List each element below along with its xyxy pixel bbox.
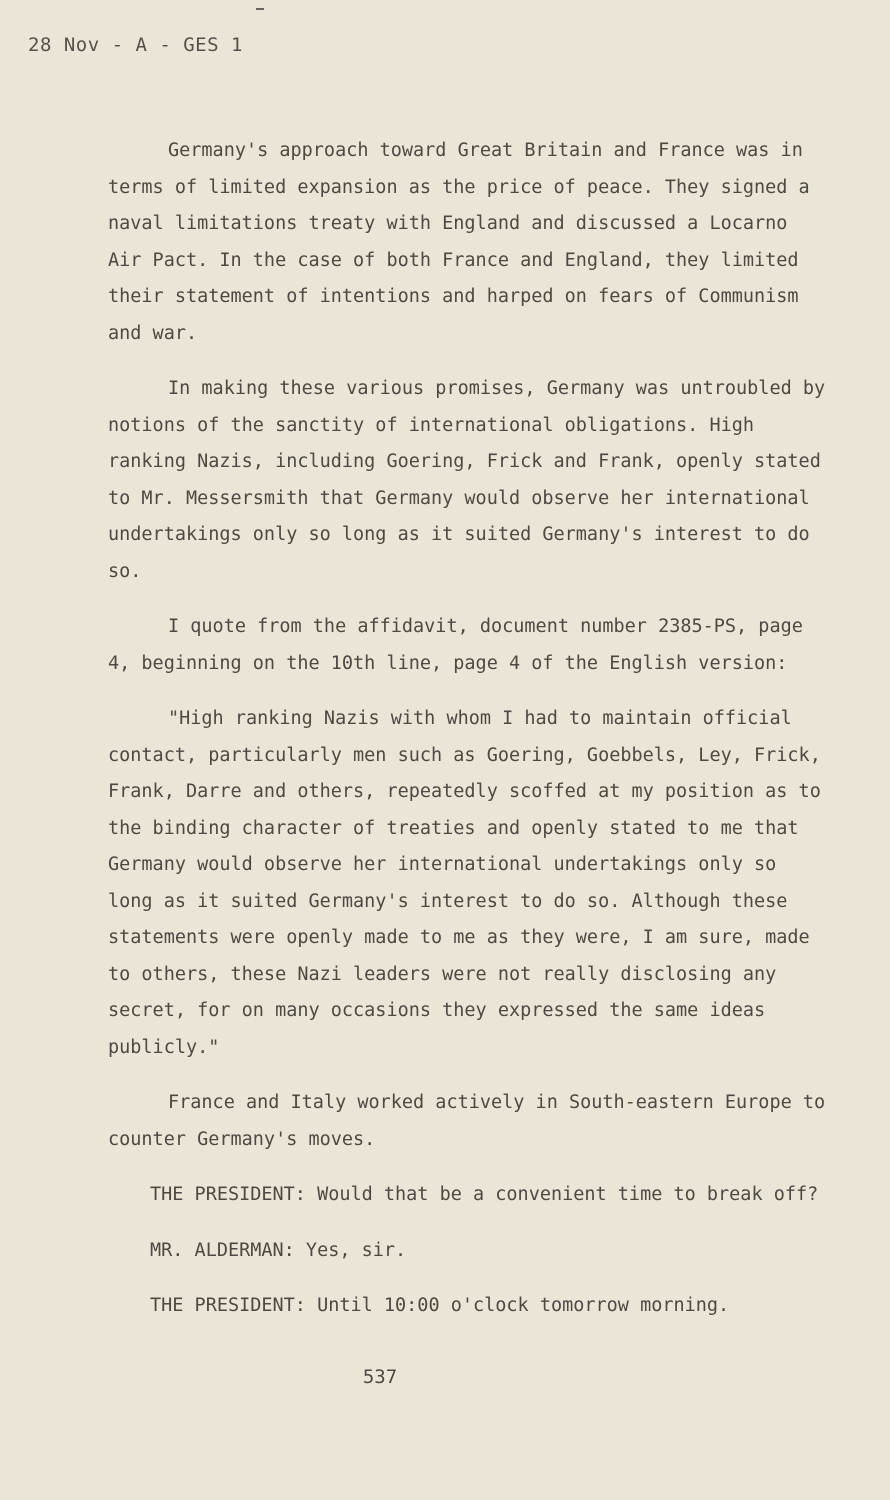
- quoted-paragraph: "High ranking Nazis with whom I had to maintain official contact, particularly men such as Goering, Goebbels, Ley, Frick, Frank, Darre and others, repeatedly scoffed at my position as to the binding character of treaties and openly stated to me that Germany would observe her international undertakings only so long as it suited Germany's interest to do so. Although these statements were openly made to me as they were, I am sure, made to others, these Nazi leaders were not really disclosing any secret, for on many occasions they expressed the same ideas publicly.": [108, 708, 821, 1058]
- page-number: 537: [362, 1366, 398, 1388]
- paragraph-2: In making these various promises, Germany was untroubled by notions of the sanctity of international obligations. High ranking Nazis, including Goering, Frick and Frank, openly stated to Mr. Messersmith that Germany would observe her international undertakings only so long as it suited Germany's interest to do so.: [108, 378, 826, 582]
- paragraph-3: I quote from the affidavit, document number 2385-PS, page 4, beginning on the 10th line, page 4 of the English version:: [108, 616, 803, 674]
- alderman-line: MR. ALDERMAN: Yes, sir.: [150, 1239, 407, 1261]
- transcript-body: [108, 133, 828, 1344]
- paragraph-5: France and Italy worked actively in South-eastern Europe to counter Germany's moves.: [108, 1092, 826, 1150]
- president-line-1: THE PRESIDENT: Would that be a convenient time to break off?: [150, 1184, 819, 1205]
- ink-mark: [256, 8, 264, 10]
- president-line-2: THE PRESIDENT: Until 10:00 o'clock tomorrow morning.: [150, 1295, 730, 1316]
- paragraph-1: Germany's approach toward Great Britain and France was in terms of limited expansion as the price of peace. They signed a naval limitations treaty with England and discussed a Locarno Air Pact. In the case of both France and England, they limited their statement of intentions and harped on fears of Communism and war.: [108, 140, 810, 344]
- page-header: 28 Nov - A - GES 1: [28, 34, 243, 56]
